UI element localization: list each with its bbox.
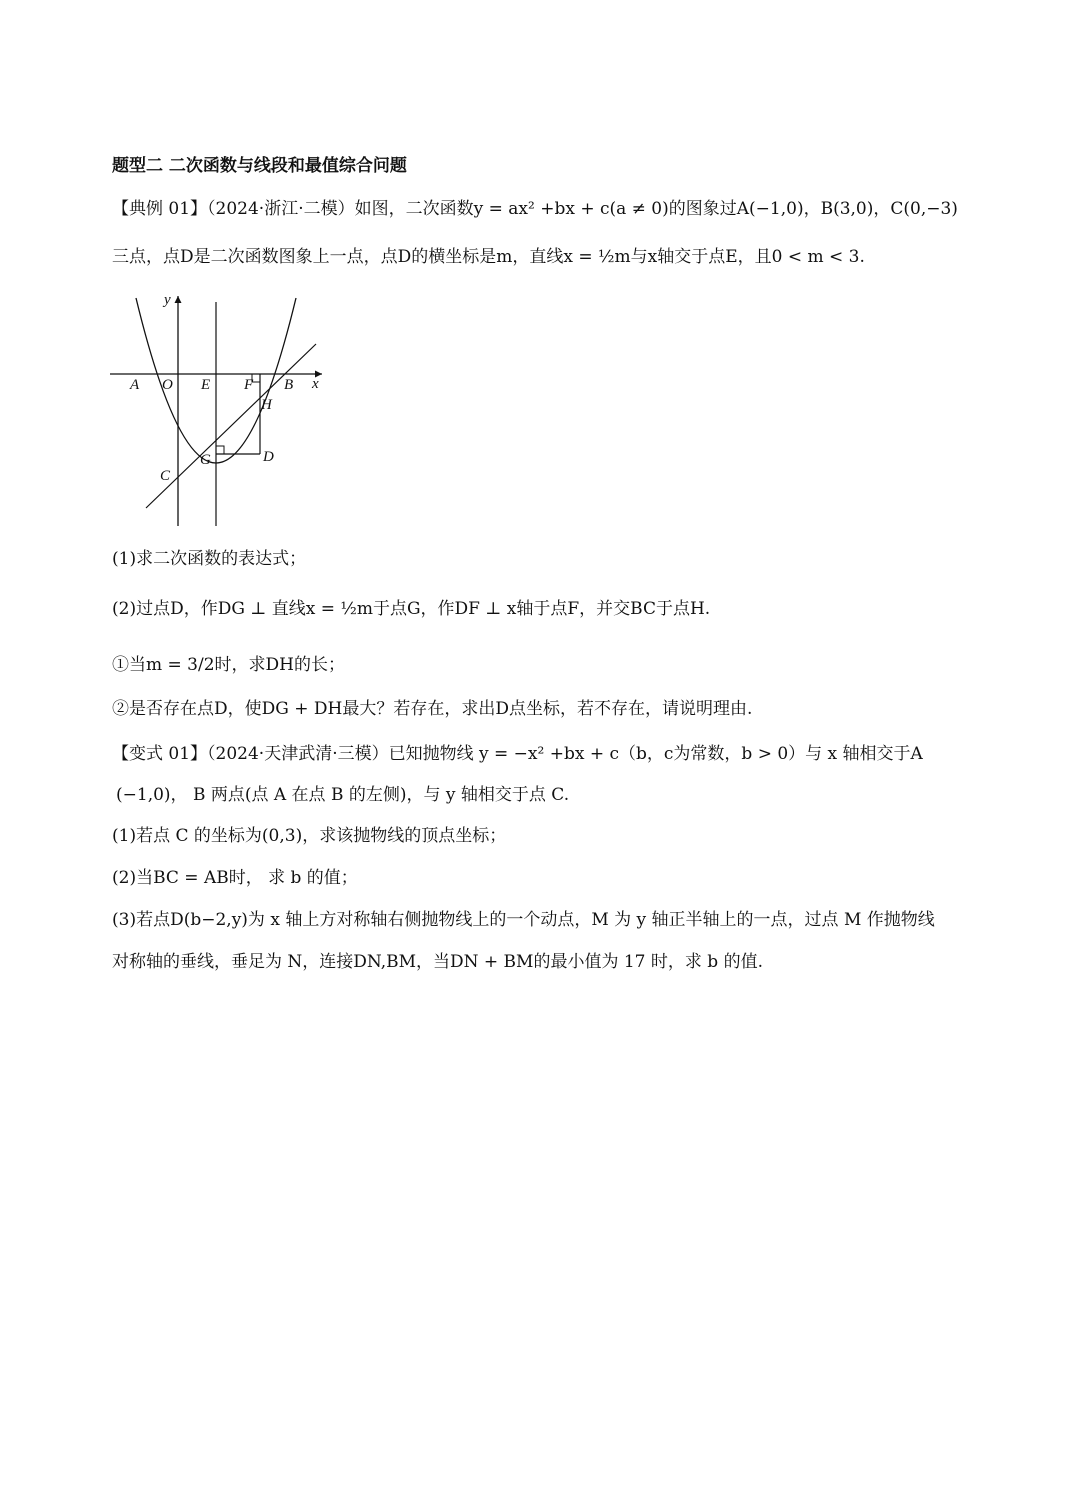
label-c: C [160, 468, 171, 484]
example-line-2: 三点，点D是二次函数图象上一点，点D的横坐标是m，直线x = ½m与x轴交于点E，且0 < m < 3. [112, 247, 865, 267]
label-g: G [200, 452, 211, 468]
right-angle-f [252, 374, 260, 382]
example-q2-1: ①当m = 3/2时，求DH的长； [112, 655, 345, 675]
section-title: 题型二 二次函数与线段和最值综合问题 [112, 156, 407, 176]
label-h: H [261, 397, 272, 413]
label-e: E [201, 377, 211, 393]
line-bc [146, 344, 316, 508]
label-x: x [312, 376, 319, 392]
example-q1: (1)求二次函数的表达式； [112, 549, 307, 569]
variant-q3-line-2: 对称轴的垂线，垂足为 N，连接DN,BM，当DN + BM的最小值为 17 时，求 b 的值. [112, 952, 763, 972]
variant-q3-line-1: (3)若点D(b−2,y)为 x 轴上方对称轴右侧抛物线上的一个动点，M 为 y 轴正半轴上的一点，过点 M 作抛物线 [112, 910, 935, 930]
variant-q2: (2)当BC = AB时， 求 b 的值； [112, 868, 358, 888]
parabola-figure [108, 288, 328, 530]
label-b: B [284, 377, 294, 393]
variant-q1: (1)若点 C 的坐标为(0,3)，求该抛物线的顶点坐标； [112, 826, 507, 846]
label-f: F [244, 377, 254, 393]
label-d: D [263, 449, 274, 465]
example-q2-2: ②是否存在点D，使DG + DH最大？若存在，求出D点坐标，若不存在，请说明理由. [112, 699, 753, 719]
example-q2: (2)过点D，作DG ⊥ 直线x = ½m于点G，作DF ⊥ x轴于点F，并交BC于点H. [112, 599, 711, 619]
label-y: y [164, 292, 171, 308]
example-line-1: 【典例 01】（2024·浙江·二模）如图，二次函数y = ax² +bx + c(a ≠ 0)的图象过A(−1,0)，B(3,0)，C(0,−3) [112, 199, 958, 219]
label-o: O [162, 377, 173, 393]
right-angle-g [216, 446, 224, 454]
y-axis-arrow [175, 296, 182, 303]
label-a: A [130, 377, 140, 393]
variant-line-2: (−1,0)， B 两点(点 A 在点 B 的左侧)，与 y 轴相交于点 C. [116, 785, 570, 805]
variant-line-1: 【变式 01】（2024·天津武清·三模）已知抛物线 y = −x² +bx + c（b，c为常数，b > 0）与 x 轴相交于A [112, 744, 923, 764]
